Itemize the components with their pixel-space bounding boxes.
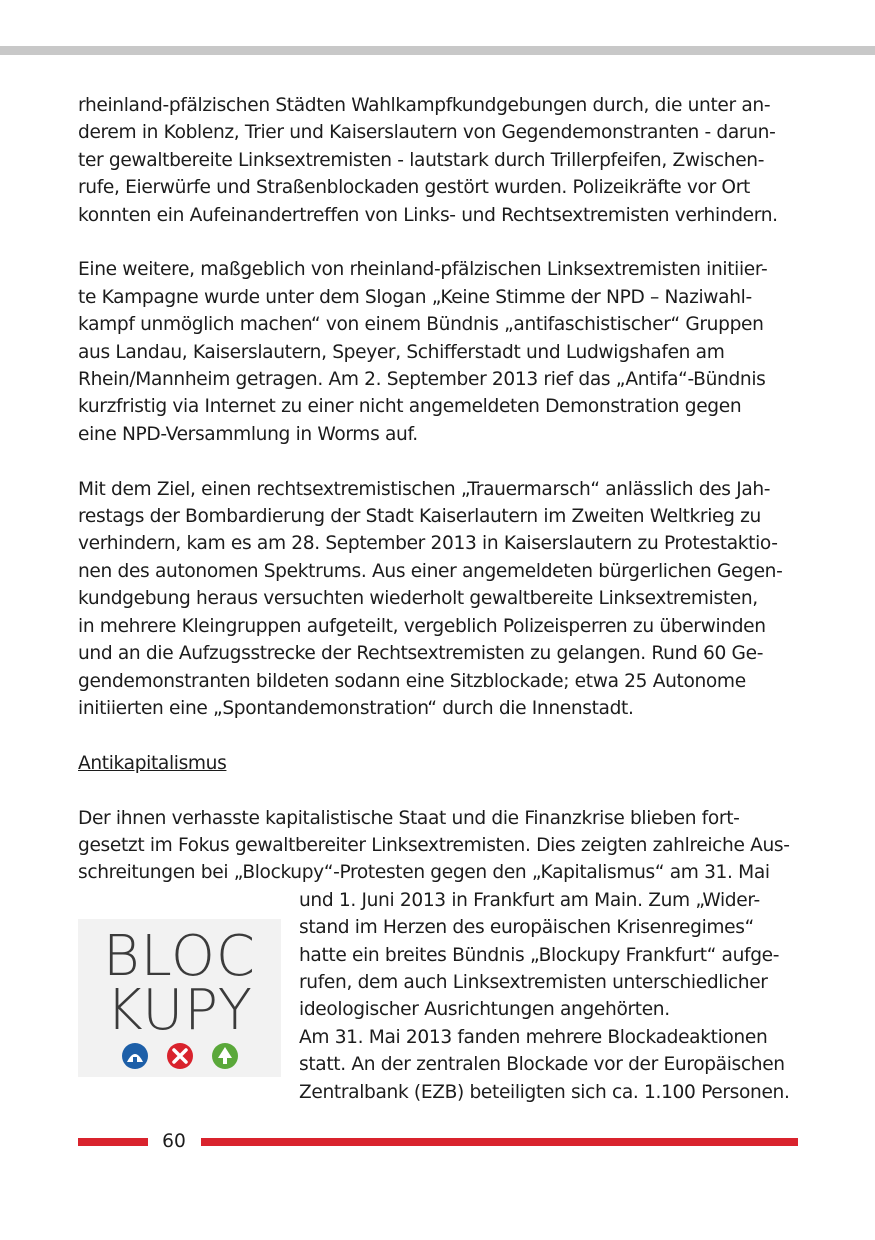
cross-icon xyxy=(167,1043,193,1069)
paragraph-3 xyxy=(78,476,798,723)
tree-icon xyxy=(212,1043,238,1069)
blockupy-logo xyxy=(78,919,281,1077)
text-line: und an die Aufzugsstrecke der Rechtsextremisten zu gelangen. Rund 60 Ge- xyxy=(78,643,764,665)
text-line: restags der Bombardierung der Stadt Kaiserlautern im Zweiten Weltkrieg zu xyxy=(78,506,761,528)
text-line: kundgebung heraus versuchten wiederholt gewaltbereite Linksextremisten, xyxy=(78,588,758,610)
text-line: te Kampagne wurde unter dem Slogan „Keine Stimme der NPD – Naziwahl- xyxy=(78,286,752,308)
text-line: statt. An der zentralen Blockade vor der Europäischen xyxy=(299,1054,785,1076)
footer-rule-left xyxy=(78,1138,148,1146)
text-line: eine NPD-Versammlung in Worms auf. xyxy=(78,423,418,445)
text-line: Zentralbank (EZB) beteiligten sich ca. 1.100 Personen. xyxy=(299,1081,790,1103)
text-line: rufe, Eierwürfe und Straßenblockaden gestört wurden. Polizeikräfte vor Ort xyxy=(78,177,750,199)
text-line: gesetzt im Fokus gewaltbereiter Linksextremisten. Dies zeigten zahlreiche Aus- xyxy=(78,834,790,856)
text-line: Mit dem Ziel, einen rechtsextremistischen „Trauermarsch“ anlässlich des Jah- xyxy=(78,478,771,500)
logo-line-1: BLOC xyxy=(102,924,257,989)
text-line: Der ihnen verhasste kapitalistische Staat und die Finanzkrise blieben fort- xyxy=(78,807,740,829)
text-line: hatte ein breites Bündnis „Blockupy Frankfurt“ aufge- xyxy=(299,944,780,966)
text-line: aus Landau, Kaiserslautern, Speyer, Schifferstadt und Ludwigshafen am xyxy=(78,341,725,363)
text-line: ter gewaltbereite Linksextremisten - lautstark durch Trillerpfeifen, Zwischen- xyxy=(78,149,765,171)
page-number: 60 xyxy=(162,1131,186,1152)
footer-rule-right xyxy=(201,1138,798,1146)
text-line: nen des autonomen Spektrums. Aus einer angemeldeten bürgerlichen Gegen- xyxy=(78,560,783,582)
text-line: Rhein/Mannheim getragen. Am 2. September 2013 rief das „Antifa“-Bündnis xyxy=(78,369,766,391)
text-line: derem in Koblenz, Trier und Kaiserslautern von Gegendemonstranten - darun- xyxy=(78,122,776,144)
tent-icon xyxy=(122,1043,148,1069)
text-line: rufen, dem auch Linksextremisten unterschiedlicher xyxy=(299,971,768,993)
text-line: initiierten eine „Spontandemonstration“ durch die Innenstadt. xyxy=(78,697,634,719)
text-line: kurzfristig via Internet zu einer nicht angemeldeten Demonstration gegen xyxy=(78,396,742,418)
text-line: und 1. Juni 2013 in Frankfurt am Main. Zum „Wider- xyxy=(299,889,760,911)
top-rule xyxy=(0,46,875,55)
text-line: in mehrere Kleingruppen aufgeteilt, vergeblich Polizeisperren zu überwinden xyxy=(78,615,766,637)
text-line: rheinland-pfälzischen Städten Wahlkampfkundgebungen durch, die unter an- xyxy=(78,95,771,116)
text-line: Am 31. Mai 2013 fanden mehrere Blockadeaktionen xyxy=(299,1026,768,1048)
text-line: kampf unmöglich machen“ von einem Bündnis „antifaschistischer“ Gruppen xyxy=(78,314,764,336)
text-line: schreitungen bei „Blockupy“-Protesten gegen den „Kapitalismus“ am 31. Mai xyxy=(78,862,770,884)
text-line: konnten ein Aufeinandertreffen von Links- und Rechtsextremisten verhindern. xyxy=(78,204,778,226)
text-line: Eine weitere, maßgeblich von rheinland-pfälzischen Linksextremisten initiier- xyxy=(78,259,768,281)
logo-icons xyxy=(120,1041,240,1071)
text-line: ideologischer Ausrichtungen angehörten. xyxy=(299,999,670,1021)
paragraph-2 xyxy=(78,256,798,448)
section-heading: Antikapitalismus xyxy=(78,752,227,774)
text-line: verhindern, kam es am 28. September 2013 in Kaiserslautern zu Protestaktio- xyxy=(78,533,778,555)
text-line: stand im Herzen des europäischen Krisenregimes“ xyxy=(299,917,754,939)
paragraph-1 xyxy=(78,92,798,229)
text-line: gendemonstranten bildeten sodann eine Sitzblockade; etwa 25 Autonome xyxy=(78,670,746,692)
logo-line-2: KUPY xyxy=(106,978,253,1043)
